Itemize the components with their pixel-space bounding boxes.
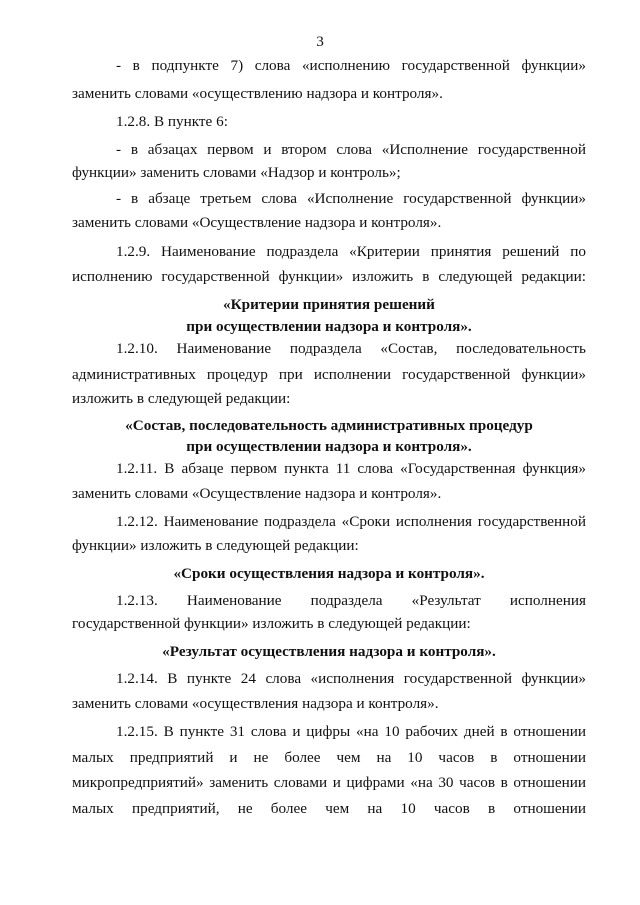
text-line: заменить словами «осуществления надзора и контроля». [72,695,439,712]
text-line: государственной функции» изложить в следующей редакции: [72,615,471,632]
text-line: малых предприятий, не более чем на 10 часов в отношении [72,800,586,817]
text-line: 1.2.12. Наименование подраздела «Сроки исполнения государственной [116,513,586,530]
text-line: функции» изложить в следующей редакции: [72,537,359,554]
text-line: заменить словами «Осуществление надзора и контроля». [72,485,442,502]
text-line: - в абзацах первом и втором слова «Исполнение государственной [116,141,586,158]
text-line: заменить словами «осуществлению надзора и контроля». [72,85,443,102]
text-line: - в абзаце третьем слова «Исполнение государственной функции» [116,190,586,207]
page-number: 3 [316,33,324,50]
heading-line: «Результат осуществления надзора и контроля». [162,643,496,660]
heading-line: «Состав, последовательность административных процедур [125,417,533,434]
text-line: заменить словами «Осуществление надзора и контроля». [72,214,442,231]
heading-line: «Критерии принятия решений [223,296,435,313]
text-line: малых предприятий и не более чем на 10 часов в отношении [72,749,586,766]
text-line: 1.2.11. В абзаце первом пункта 11 слова «Государственная функция» [116,460,586,477]
text-line: административных процедур при исполнении государственной функции» [72,366,586,383]
text-line: 1.2.9. Наименование подраздела «Критерии принятия решений по [116,243,586,260]
text-line: 1.2.10. Наименование подраздела «Состав, последовательность [116,340,586,357]
text-line: - в подпункте 7) слова «исполнению государственной функции» [116,57,586,74]
heading-line: при осуществлении надзора и контроля». [186,318,472,335]
text-line: 1.2.14. В пункте 24 слова «исполнения государственной функции» [116,670,586,687]
heading-line: при осуществлении надзора и контроля». [186,438,472,455]
heading-line: «Сроки осуществления надзора и контроля». [173,565,485,582]
text-line: 1.2.8. В пункте 6: [116,113,228,130]
text-line: 1.2.13. Наименование подраздела «Результат исполнения [116,592,586,609]
text-line: 1.2.15. В пункте 31 слова и цифры «на 10 рабочих дней в отношении [116,723,586,740]
text-line: исполнению государственной функции» изложить в следующей редакции: [72,268,586,285]
text-line: изложить в следующей редакции: [72,390,291,407]
text-line: функции» заменить словами «Надзор и контроль»; [72,164,401,181]
text-line: микропредприятий» заменить словами и цифрами «на 30 часов в отношении [72,774,586,791]
